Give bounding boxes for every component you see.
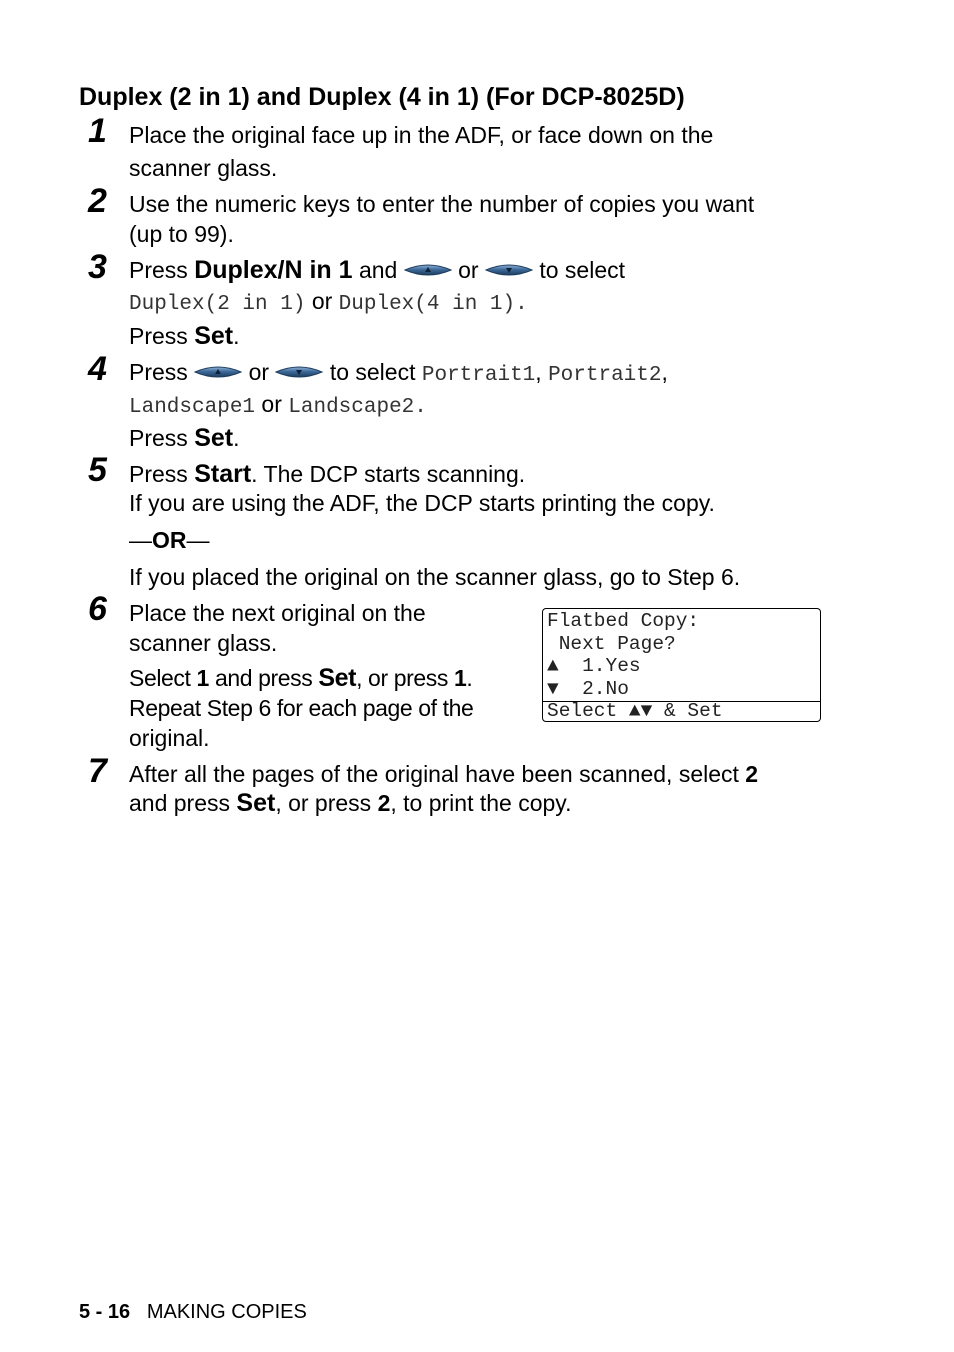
text: After all the pages of the original have been scanned, select — [129, 761, 739, 787]
text: Press — [129, 323, 188, 349]
step-6-line-3: Select 1 and press Set, or press 1. — [129, 664, 473, 692]
period: . — [414, 396, 427, 419]
step-6-line-5: original. — [129, 725, 210, 751]
or-word: OR — [152, 527, 187, 553]
up-arrow-key-icon — [404, 261, 452, 279]
step-5-or: —OR— — [129, 527, 210, 553]
page-number: 5 - 16 — [79, 1301, 131, 1323]
lcd-line-1: Flatbed Copy: — [547, 610, 700, 632]
step-4-press-set — [129, 423, 239, 453]
step-3-press-set — [129, 321, 239, 351]
step-1-line-2: scanner glass. — [129, 155, 278, 181]
step-7-line-1 — [129, 759, 758, 789]
lcd-display — [542, 608, 821, 722]
lcd-option-portrait2: Portrait2 — [548, 364, 662, 387]
step-1-line-1: Place the original face up in the ADF, or face down on the — [129, 122, 714, 148]
step-4-line-2 — [129, 389, 427, 423]
text: . The DCP starts scanning. — [251, 461, 526, 487]
step-2-line-2: (up to 99). — [129, 221, 234, 247]
up-arrow-key-icon — [194, 363, 242, 381]
text: Select — [129, 665, 191, 691]
set-key-label: Set — [194, 424, 234, 452]
text: , to print the copy. — [390, 790, 572, 816]
text: Press — [129, 425, 188, 451]
text: or — [458, 257, 479, 283]
key-two: 2 — [377, 790, 391, 816]
period: . — [233, 323, 240, 349]
step-5-line-1 — [129, 459, 525, 489]
section-name: MAKING COPIES — [146, 1301, 307, 1323]
lcd-line-3: ▲ 1.Yes — [547, 655, 641, 677]
step-4-line-1: Press or to select Portrait1, Portrait2, — [129, 359, 668, 387]
text: and — [358, 257, 398, 283]
text: , or press — [275, 790, 372, 816]
step-number-2: 2 — [88, 182, 107, 220]
step-number-6: 6 — [88, 590, 107, 628]
step-number-3: 3 — [88, 248, 107, 286]
step-number-7: 7 — [88, 752, 107, 790]
start-key-label: Start — [194, 460, 252, 488]
step-5-line-2: If you are using the ADF, the DCP starts printing the copy. — [129, 490, 715, 516]
step-6-line-1: Place the next original on the — [129, 600, 426, 626]
key-two: 2 — [745, 761, 759, 787]
lcd-line-5: Select ▲▼ & Set — [547, 700, 723, 722]
step-number-4: 4 — [88, 350, 107, 388]
step-6-line-4: Repeat Step 6 for each page of the — [129, 695, 474, 721]
text: and press — [214, 665, 313, 691]
duplex-key-label: Duplex/N in 1 — [194, 256, 353, 284]
step-number-1: 1 — [88, 112, 107, 150]
step-5-line-3: If you placed the original on the scanner glass, go to Step 6. — [129, 564, 741, 590]
lcd-line-4: ▼ 2.No — [547, 678, 629, 700]
period: . — [233, 425, 240, 451]
text: to select — [329, 359, 416, 385]
set-key-label: Set — [194, 322, 234, 350]
page-footer — [79, 1301, 307, 1324]
step-number-5: 5 — [88, 451, 107, 489]
step-6-line-2: scanner glass. — [129, 630, 278, 656]
lcd-option-landscape2: Landscape2 — [288, 396, 415, 419]
down-arrow-key-icon — [485, 261, 533, 279]
down-arrow-key-icon — [275, 363, 323, 381]
set-key-label: Set — [236, 789, 276, 817]
text: or — [248, 359, 270, 385]
lcd-line-2: Next Page? — [547, 633, 676, 655]
text: Press — [129, 359, 188, 385]
text: or — [261, 391, 282, 417]
text: and press — [129, 790, 231, 816]
step-7-line-2 — [129, 788, 572, 818]
step-3-line-1 — [129, 255, 625, 285]
lcd-option-duplex-2in1: Duplex(2 in 1) — [129, 293, 306, 316]
lcd-option-landscape1: Landscape1 — [129, 396, 256, 419]
period: . — [515, 293, 528, 316]
text: Press — [129, 257, 188, 283]
set-key-label: Set — [318, 664, 357, 692]
key-one: 1 — [196, 665, 209, 691]
lcd-option-duplex-4in1: Duplex(4 in 1) — [338, 293, 516, 316]
lcd-option-portrait1: Portrait1 — [421, 364, 536, 387]
text: , or press — [356, 665, 448, 691]
step-3-line-2 — [129, 286, 528, 320]
text: Press — [129, 461, 188, 487]
key-one: 1 — [453, 665, 467, 691]
page-title: Duplex (2 in 1) and Duplex (4 in 1) (For DCP-8025D) — [79, 83, 685, 111]
text: to select — [539, 257, 625, 283]
step-2-line-1: Use the numeric keys to enter the number of copies you want — [129, 191, 755, 217]
text: or — [311, 288, 333, 314]
